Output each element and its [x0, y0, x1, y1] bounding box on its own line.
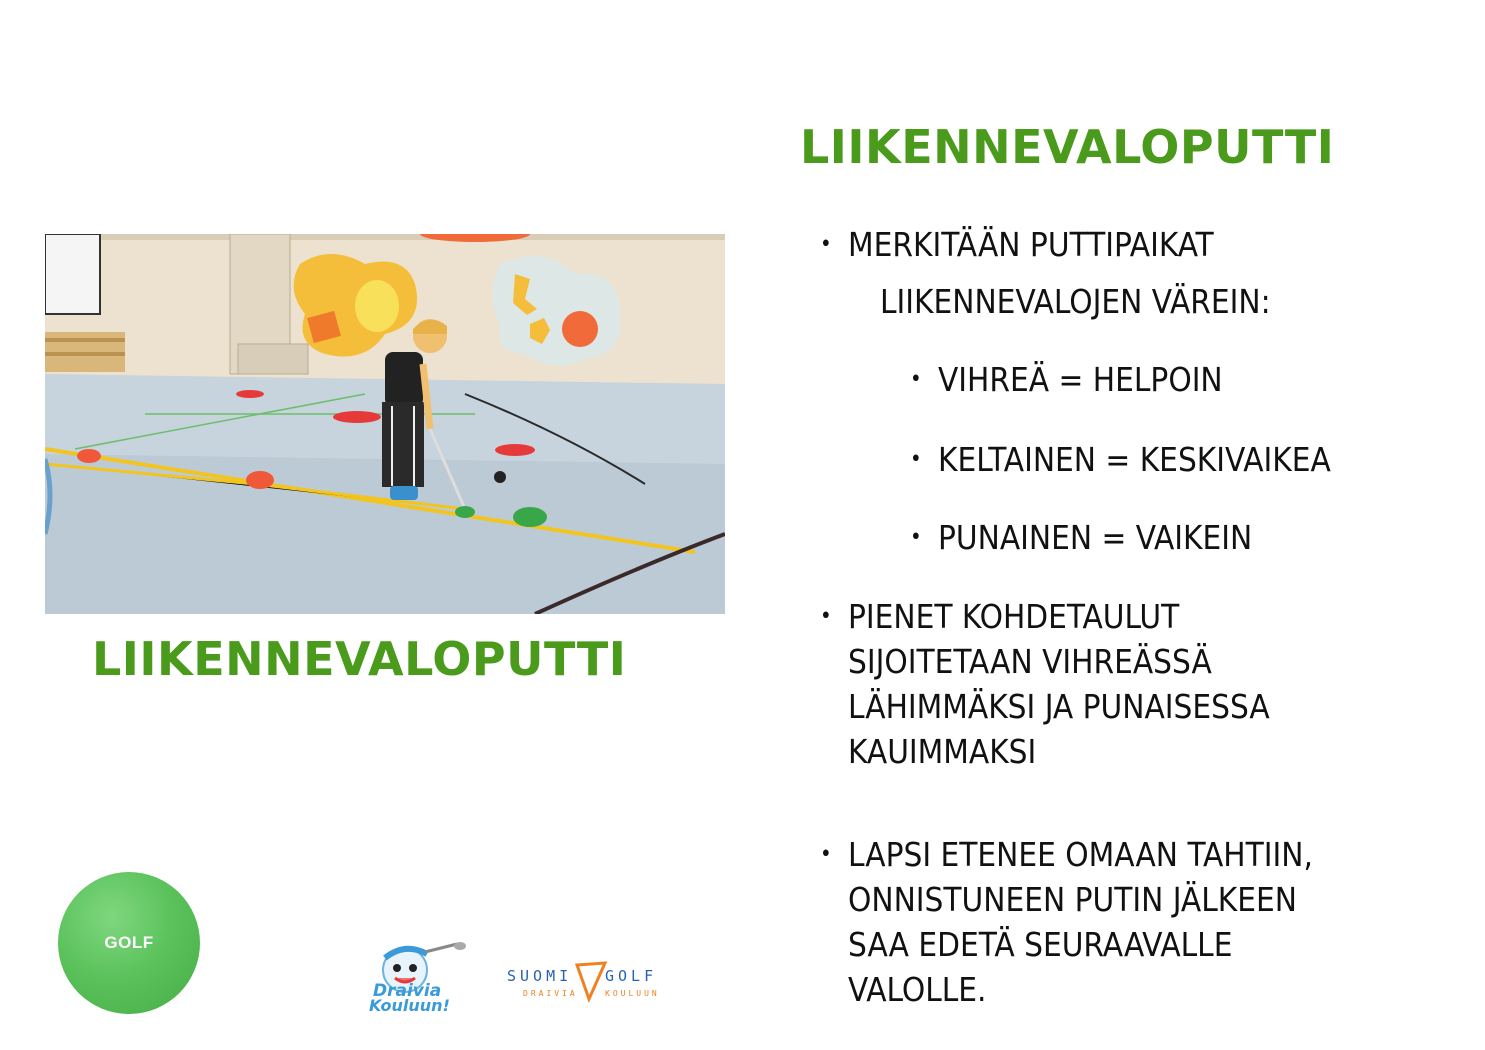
activity-photo — [45, 234, 725, 614]
page-title: LIIKENNEVALOPUTTI — [800, 120, 1335, 174]
bullet-text: SIJOITETAAN VIHREÄSSÄ — [848, 642, 1212, 681]
bullet-text: VALOLLE. — [848, 970, 987, 1009]
svg-text:Draivia: Draivia — [373, 981, 442, 1001]
bullet-yellow — [910, 437, 1450, 482]
bullet-dot: • — [910, 367, 922, 392]
bullet-green — [910, 357, 1223, 402]
svg-text:Kouluun!: Kouluun! — [369, 996, 450, 1012]
bullet-progress — [820, 832, 1440, 1012]
bullet-dot: • — [820, 232, 832, 257]
golf-ball-icon — [58, 872, 200, 1014]
svg-text:KOULUUN: KOULUUN — [605, 989, 660, 998]
photo-caption: LIIKENNEVALOPUTTI — [92, 632, 627, 686]
svg-text:SUOMI: SUOMI — [507, 967, 573, 985]
svg-text:DRAIVIA: DRAIVIA — [523, 989, 578, 998]
bullet-targets — [820, 594, 1440, 774]
suomigolf-logo — [505, 955, 670, 1005]
golf-ball-label: GOLF — [104, 933, 154, 952]
bullet-text: SAA EDETÄ SEURAAVALLE — [848, 925, 1233, 964]
bullet-text: LÄHIMMÄKSI JA PUNAISESSA — [848, 687, 1270, 726]
bullet-red — [910, 515, 1252, 560]
svg-text:GOLF: GOLF — [605, 967, 658, 985]
bullet-dot: • — [820, 842, 832, 867]
bullet-text: VIHREÄ = HELPOIN — [938, 360, 1223, 399]
bullet-dot: • — [910, 447, 922, 472]
bullet-text: LAPSI ETENEE OMAAN TAHTIIN, — [848, 835, 1313, 874]
bullet-text: KELTAINEN = KESKIVAIKEA — [938, 440, 1331, 479]
bullet-dot: • — [820, 604, 832, 629]
bullet-text: KAUIMMAKSI — [848, 732, 1037, 771]
bullet-marking — [820, 222, 1271, 324]
draivia-kouluun-logo — [365, 940, 475, 1012]
bullet-text: PIENET KOHDETAULUT — [848, 597, 1180, 636]
bullet-text: PUNAINEN = VAIKEIN — [938, 518, 1253, 557]
bullet-dot: • — [910, 525, 922, 550]
bullet-text: ONNISTUNEEN PUTIN JÄLKEEN — [848, 880, 1297, 919]
bullet-text: LIIKENNEVALOJEN VÄREIN: — [880, 282, 1271, 321]
bullet-text: MERKITÄÄN PUTTIPAIKAT — [848, 225, 1214, 264]
